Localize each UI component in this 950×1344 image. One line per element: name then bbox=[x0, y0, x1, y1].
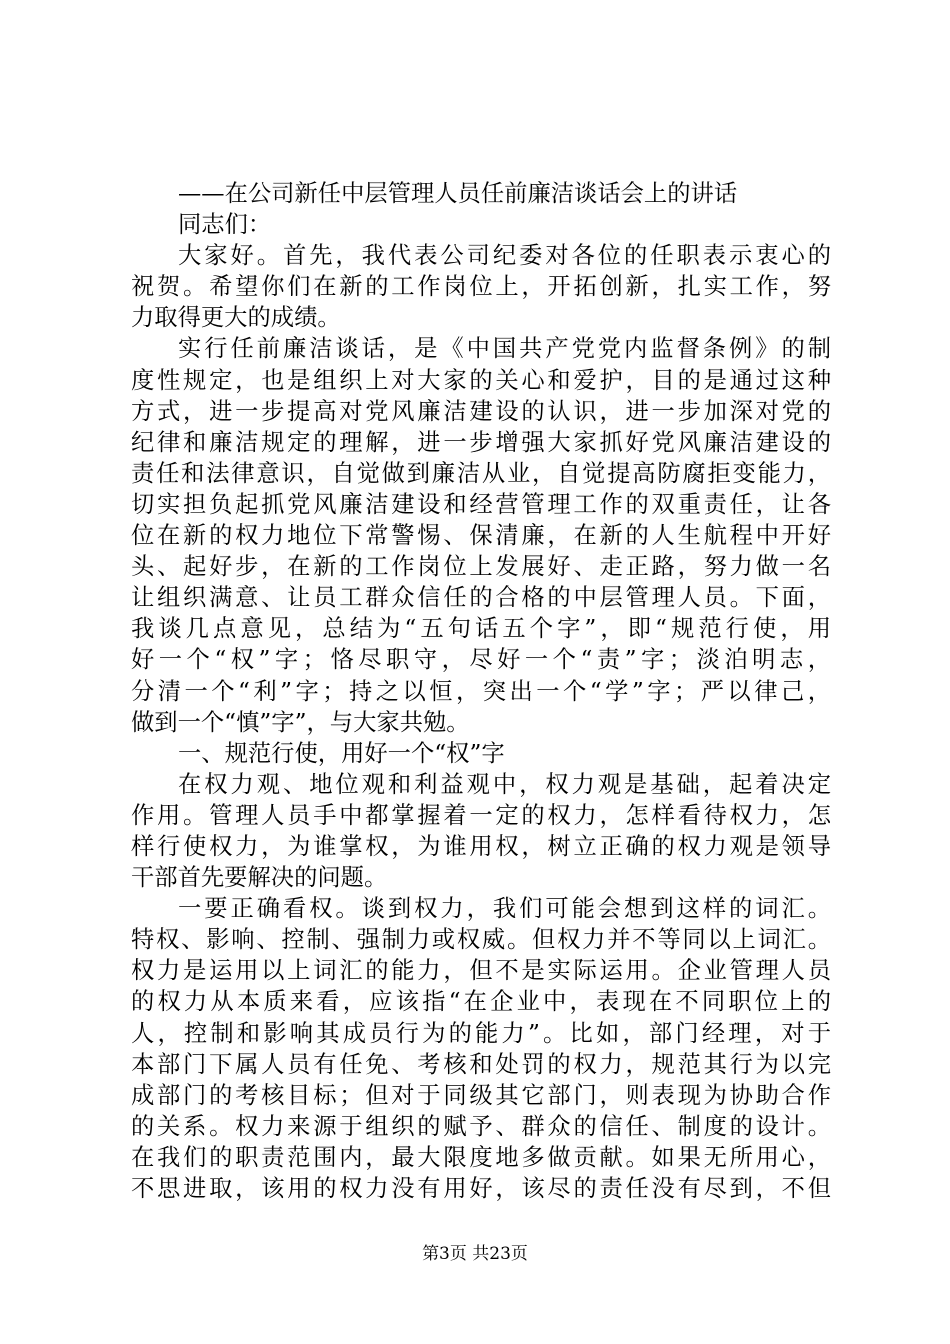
text-line: 的权力从本质来看，应该指“在企业中，表现在不同职位上的 bbox=[131, 988, 831, 1016]
text-line: 不思进取，该用的权力没有用好，该尽的责任没有尽到，不但 bbox=[131, 1175, 831, 1202]
text-line: 同志们： bbox=[178, 211, 272, 239]
text-line: 在我们的职责范围内，最大限度地多做贡献。如果无所用心， bbox=[131, 1143, 831, 1171]
text-line: 在权力观、地位观和利益观中，权力观是基础，起着决定 bbox=[178, 770, 831, 798]
text-line: 样行使权力，为谁掌权，为谁用权，树立正确的权力观是领导 bbox=[131, 832, 831, 860]
page-footer: 第3页 共23页 bbox=[422, 1244, 528, 1264]
text-line: 纪律和廉洁规定的理解，进一步增强大家抓好党风廉洁建设的 bbox=[131, 428, 831, 456]
text-line: 我谈几点意见，总结为“五句话五个字”，即“规范行使，用 bbox=[131, 615, 831, 643]
text-line: 力取得更大的成绩。 bbox=[131, 304, 341, 332]
text-line: 好一个“权”字；恪尽职守，尽好一个“责”字；淡泊明志， bbox=[131, 646, 831, 674]
text-line: 方式，进一步提高对党风廉洁建设的认识，进一步加深对党的 bbox=[131, 397, 831, 425]
text-line: 的关系。权力来源于组织的赋予、群众的信任、制度的设计。 bbox=[131, 1112, 831, 1140]
text-line: 权力是运用以上词汇的能力，但不是实际运用。企业管理人员 bbox=[131, 957, 831, 985]
text-line: 本部门下属人员有任免、考核和处罚的权力，规范其行为以完 bbox=[131, 1050, 831, 1078]
text-line: 特权、影响、控制、强制力或权威。但权力并不等同以上词汇。 bbox=[131, 926, 831, 954]
text-line: 一、规范行使，用好一个“权”字 bbox=[178, 739, 505, 767]
text-line: 实行任前廉洁谈话，是《中国共产党党内监督条例》的制 bbox=[178, 335, 831, 363]
text-line: 一要正确看权。谈到权力，我们可能会想到这样的词汇。 bbox=[178, 895, 831, 923]
text-line: 成部门的考核目标；但对于同级其它部门，则表现为协助合作 bbox=[131, 1081, 831, 1109]
text-line: 人，控制和影响其成员行为的能力”。比如，部门经理，对于 bbox=[131, 1019, 831, 1047]
text-line: 让组织满意、让员工群众信任的合格的中层管理人员。下面， bbox=[131, 584, 831, 612]
document-body bbox=[131, 178, 831, 1204]
text-line: 大家好。首先，我代表公司纪委对各位的任职表示衷心的 bbox=[178, 242, 831, 270]
text-line: 度性规定，也是组织上对大家的关心和爱护，目的是通过这种 bbox=[131, 366, 831, 394]
text-line: 切实担负起抓党风廉洁建设和经营管理工作的双重责任，让各 bbox=[131, 490, 831, 518]
text-line: 作用。管理人员手中都掌握着一定的权力，怎样看待权力，怎 bbox=[131, 801, 831, 829]
text-line: 头、起好步，在新的工作岗位上发展好、走正路，努力做一名 bbox=[131, 553, 831, 581]
text-line: 责任和法律意识，自觉做到廉洁从业，自觉提高防腐拒变能力， bbox=[131, 459, 831, 487]
text-line: 分清一个“利”字；持之以恒，突出一个“学”字；严以律己， bbox=[131, 677, 831, 705]
text-line: 干部首先要解决的问题。 bbox=[131, 864, 388, 892]
text-line: ——在公司新任中层管理人员任前廉洁谈话会上的讲话 bbox=[178, 180, 738, 207]
text-line: 祝贺。希望你们在新的工作岗位上，开拓创新，扎实工作，努 bbox=[131, 273, 831, 301]
text-line: 位在新的权力地位下常警惕、保清廉，在新的人生航程中开好 bbox=[131, 522, 831, 550]
text-line: 做到一个“慎”字”，与大家共勉。 bbox=[131, 708, 470, 736]
